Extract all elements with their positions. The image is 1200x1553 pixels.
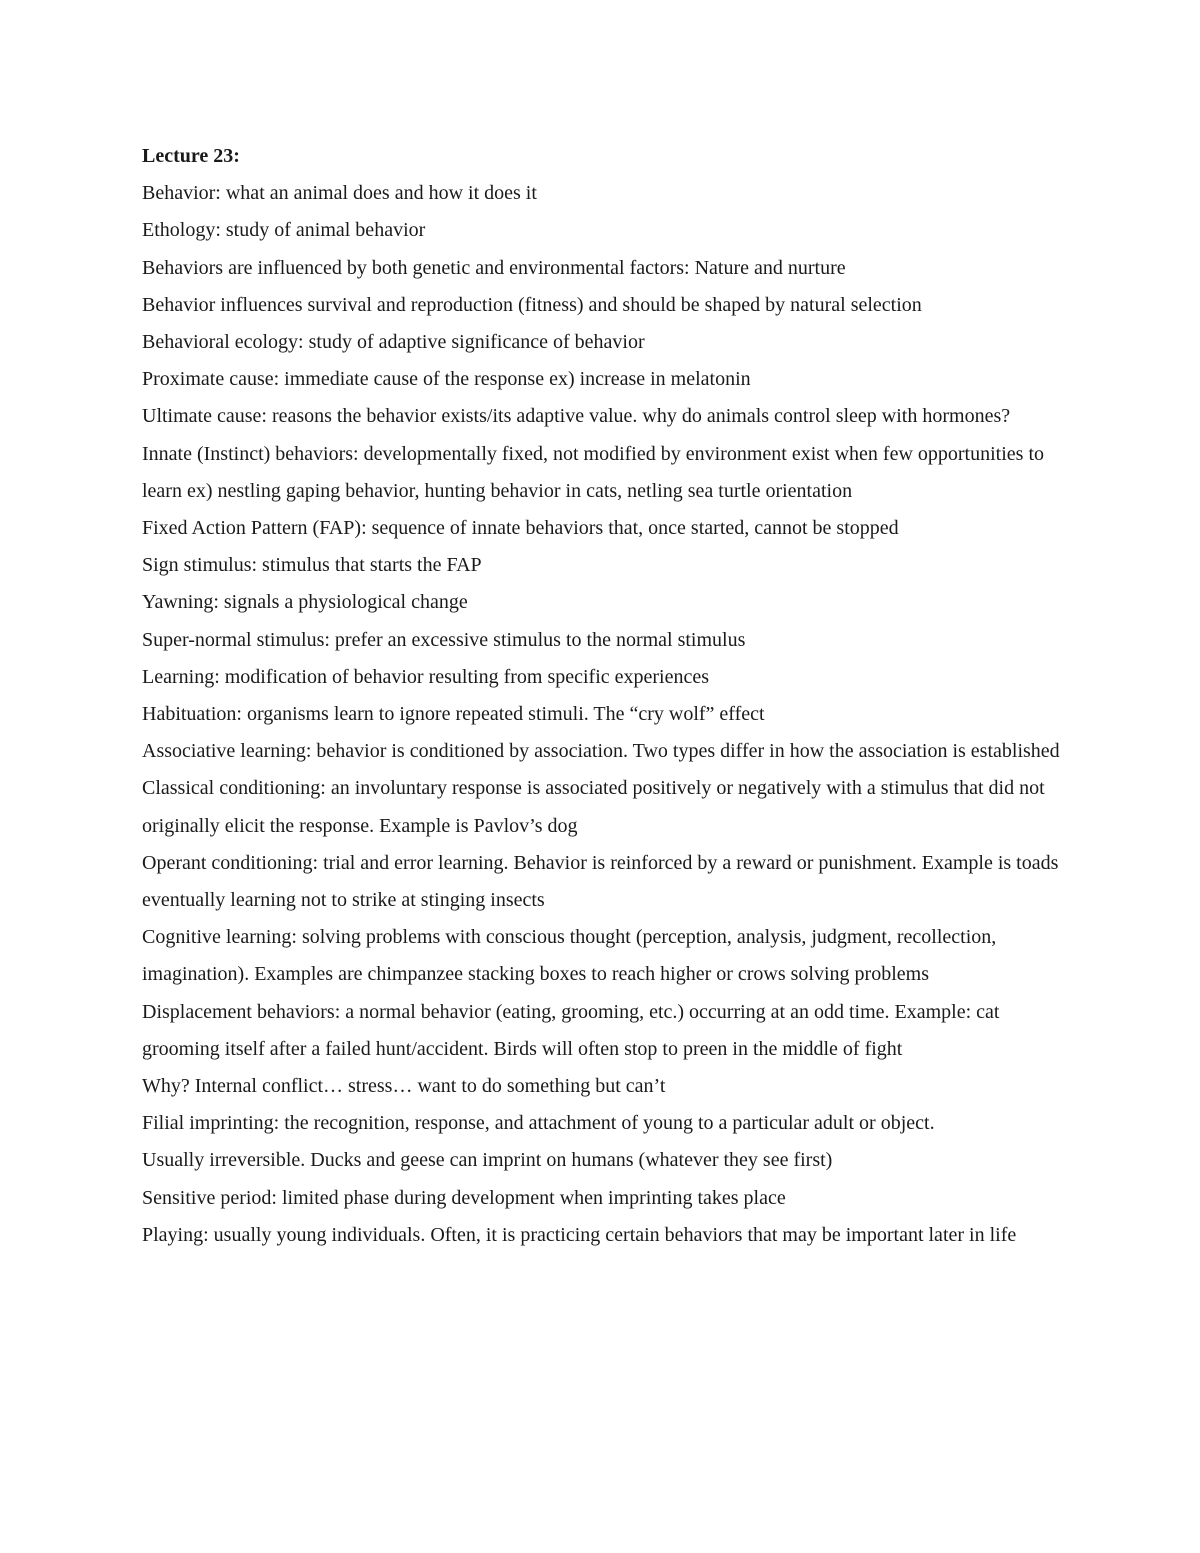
paragraph-ultimate-cause: Ultimate cause: reasons the behavior exists/its adaptive value. why do animals control sleep with hormones? [142, 405, 1011, 428]
paragraph-internal-conflict: Why? Internal conflict… stress… want to do something but can’t [142, 1075, 666, 1098]
lecture-title: Lecture 23: [142, 145, 240, 167]
paragraph-habituation: Habituation: organisms learn to ignore repeated stimuli. The “cry wolf” effect [142, 703, 765, 726]
paragraph-displacement-behaviors: Displacement behaviors: a normal behavior (eating, grooming, etc.) occurring at an odd time. Example: cat grooming itself after a failed hunt/accident. Birds will often stop to preen in the middle of fight [142, 1000, 1000, 1060]
paragraph-filial-imprinting: Filial imprinting: the recognition, response, and attachment of young to a particular adult or object. [142, 1112, 935, 1135]
paragraph-behavioral-ecology: Behavioral ecology: study of adaptive significance of behavior [142, 331, 645, 354]
paragraph-behavior: Behavior: what an animal does and how it does it [142, 182, 537, 205]
paragraph-super-normal-stimulus: Super-normal stimulus: prefer an excessive stimulus to the normal stimulus [142, 628, 746, 651]
paragraph-playing: Playing: usually young individuals. Often, it is practicing certain behaviors that may be important later in life [142, 1223, 1017, 1246]
paragraph-cognitive-learning: Cognitive learning: solving problems with conscious thought (perception, analysis, judgment, recollection, imagination). Examples are chimpanzee stacking boxes to reach higher or crows solving problems [142, 926, 997, 986]
paragraph-classical-conditioning: Classical conditioning: an involuntary response is associated positively or negatively with a stimulus that did not originally elicit the response. Example is Pavlov’s dog [142, 777, 1045, 837]
paragraph-fitness: Behavior influences survival and reproduction (fitness) and should be shaped by natural selection [142, 293, 922, 316]
paragraph-nature-nurture: Behaviors are influenced by both genetic and environmental factors: Nature and nurture [142, 256, 846, 279]
paragraph-yawning: Yawning: signals a physiological change [142, 591, 468, 614]
paragraph-sign-stimulus: Sign stimulus: stimulus that starts the FAP [142, 554, 482, 577]
paragraph-learning: Learning: modification of behavior resulting from specific experiences [142, 665, 710, 688]
paragraph-proximate-cause: Proximate cause: immediate cause of the response ex) increase in melatonin [142, 368, 751, 391]
document-body [142, 138, 1072, 1254]
paragraph-innate-behaviors: Innate (Instinct) behaviors: developmentally fixed, not modified by environment exist when few opportunities to learn ex) nestling gaping behavior, hunting behavior in cats, netling sea turtle orientation [142, 442, 1045, 502]
paragraph-associative-learning: Associative learning: behavior is conditioned by association. Two types differ in how the association is established [142, 740, 1060, 763]
paragraph-operant-conditioning: Operant conditioning: trial and error learning. Behavior is reinforced by a reward or punishment. Example is toads eventually learning not to strike at stinging insects [142, 851, 1059, 912]
paragraph-sensitive-period: Sensitive period: limited phase during development when imprinting takes place [142, 1186, 786, 1209]
paragraph-ethology: Ethology: study of animal behavior [142, 219, 426, 242]
paragraph-irreversible: Usually irreversible. Ducks and geese can imprint on humans (whatever they see first) [142, 1149, 833, 1172]
paragraph-fixed-action-pattern: Fixed Action Pattern (FAP): sequence of innate behaviors that, once started, cannot be stopped [142, 517, 899, 540]
